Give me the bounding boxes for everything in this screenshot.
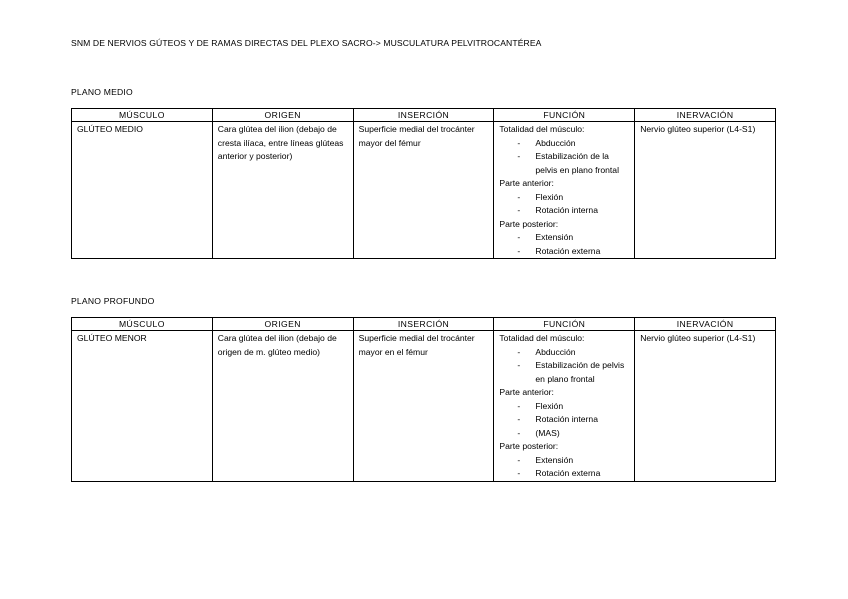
funcion-group-label: Totalidad del músculo: (499, 333, 585, 343)
list-item: - Estabilización de la pelvis en plano frontal (499, 150, 631, 177)
table-row (72, 331, 776, 482)
list-item: - Rotación interna (499, 413, 631, 427)
list-item: - Flexión (499, 400, 631, 414)
header-inervacion: INERVACIÓN (635, 109, 776, 122)
list-item: - Rotación interna (499, 204, 631, 218)
cell-funcion (494, 331, 635, 482)
table-header-row (72, 109, 776, 122)
list-item: - Rotación externa (499, 467, 631, 481)
header-insercion: INSERCIÓN (353, 109, 494, 122)
list-item: - (MAS) (499, 427, 631, 441)
funcion-list (499, 231, 631, 258)
funcion-list (499, 191, 631, 218)
funcion-list (499, 454, 631, 481)
cell-inervacion: Nervio glúteo superior (L4-S1) (635, 331, 776, 482)
header-inervacion: INERVACIÓN (635, 318, 776, 331)
table-plano-profundo (71, 317, 776, 482)
funcion-group-label: Parte anterior: (499, 178, 554, 188)
header-origen: ORIGEN (212, 109, 353, 122)
cell-insercion: Superficie medial del trocánter mayor del fémur (353, 122, 494, 259)
list-item: - Extensión (499, 454, 631, 468)
funcion-group-label: Parte anterior: (499, 387, 554, 397)
funcion-group-label: Totalidad del músculo: (499, 124, 585, 134)
document-title: SNM DE NERVIOS GÚTEOS Y DE RAMAS DIRECTAS DEL PLEXO SACRO-> MUSCULATURA PELVITROCANTÉREA (71, 38, 542, 48)
cell-funcion (494, 122, 635, 259)
cell-origen: Cara glútea del ilion (debajo de cresta ilíaca, entre líneas glúteas anterior y posterior) (212, 122, 353, 259)
funcion-list (499, 400, 631, 441)
section-heading-plano-medio: PLANO MEDIO (71, 87, 133, 97)
cell-insercion: Superficie medial del trocánter mayor en el fémur (353, 331, 494, 482)
cell-musculo: GLÚTEO MENOR (72, 331, 213, 482)
cell-origen: Cara glútea del ilion (debajo de origen de m. glúteo medio) (212, 331, 353, 482)
list-item: - Flexión (499, 191, 631, 205)
funcion-group-label: Parte posterior: (499, 441, 559, 451)
cell-musculo: GLÚTEO MEDIO (72, 122, 213, 259)
table-row (72, 122, 776, 259)
header-insercion: INSERCIÓN (353, 318, 494, 331)
header-origen: ORIGEN (212, 318, 353, 331)
header-musculo: MÚSCULO (72, 109, 213, 122)
funcion-list (499, 137, 631, 178)
header-funcion: FUNCIÓN (494, 109, 635, 122)
table-header-row (72, 318, 776, 331)
funcion-group-label: Parte posterior: (499, 218, 559, 229)
list-item: - Estabilización de pelvis en plano frontal (499, 359, 631, 386)
header-funcion: FUNCIÓN (494, 318, 635, 331)
section-heading-plano-profundo: PLANO PROFUNDO (71, 296, 155, 306)
table-plano-medio (71, 108, 776, 259)
list-item: - Rotación externa (499, 245, 631, 259)
list-item: - Abducción (499, 346, 631, 360)
cell-inervacion: Nervio glúteo superior (L4-S1) (635, 122, 776, 259)
funcion-list (499, 346, 631, 387)
header-musculo: MÚSCULO (72, 318, 213, 331)
list-item: - Extensión (499, 231, 631, 245)
list-item: - Abducción (499, 137, 631, 151)
